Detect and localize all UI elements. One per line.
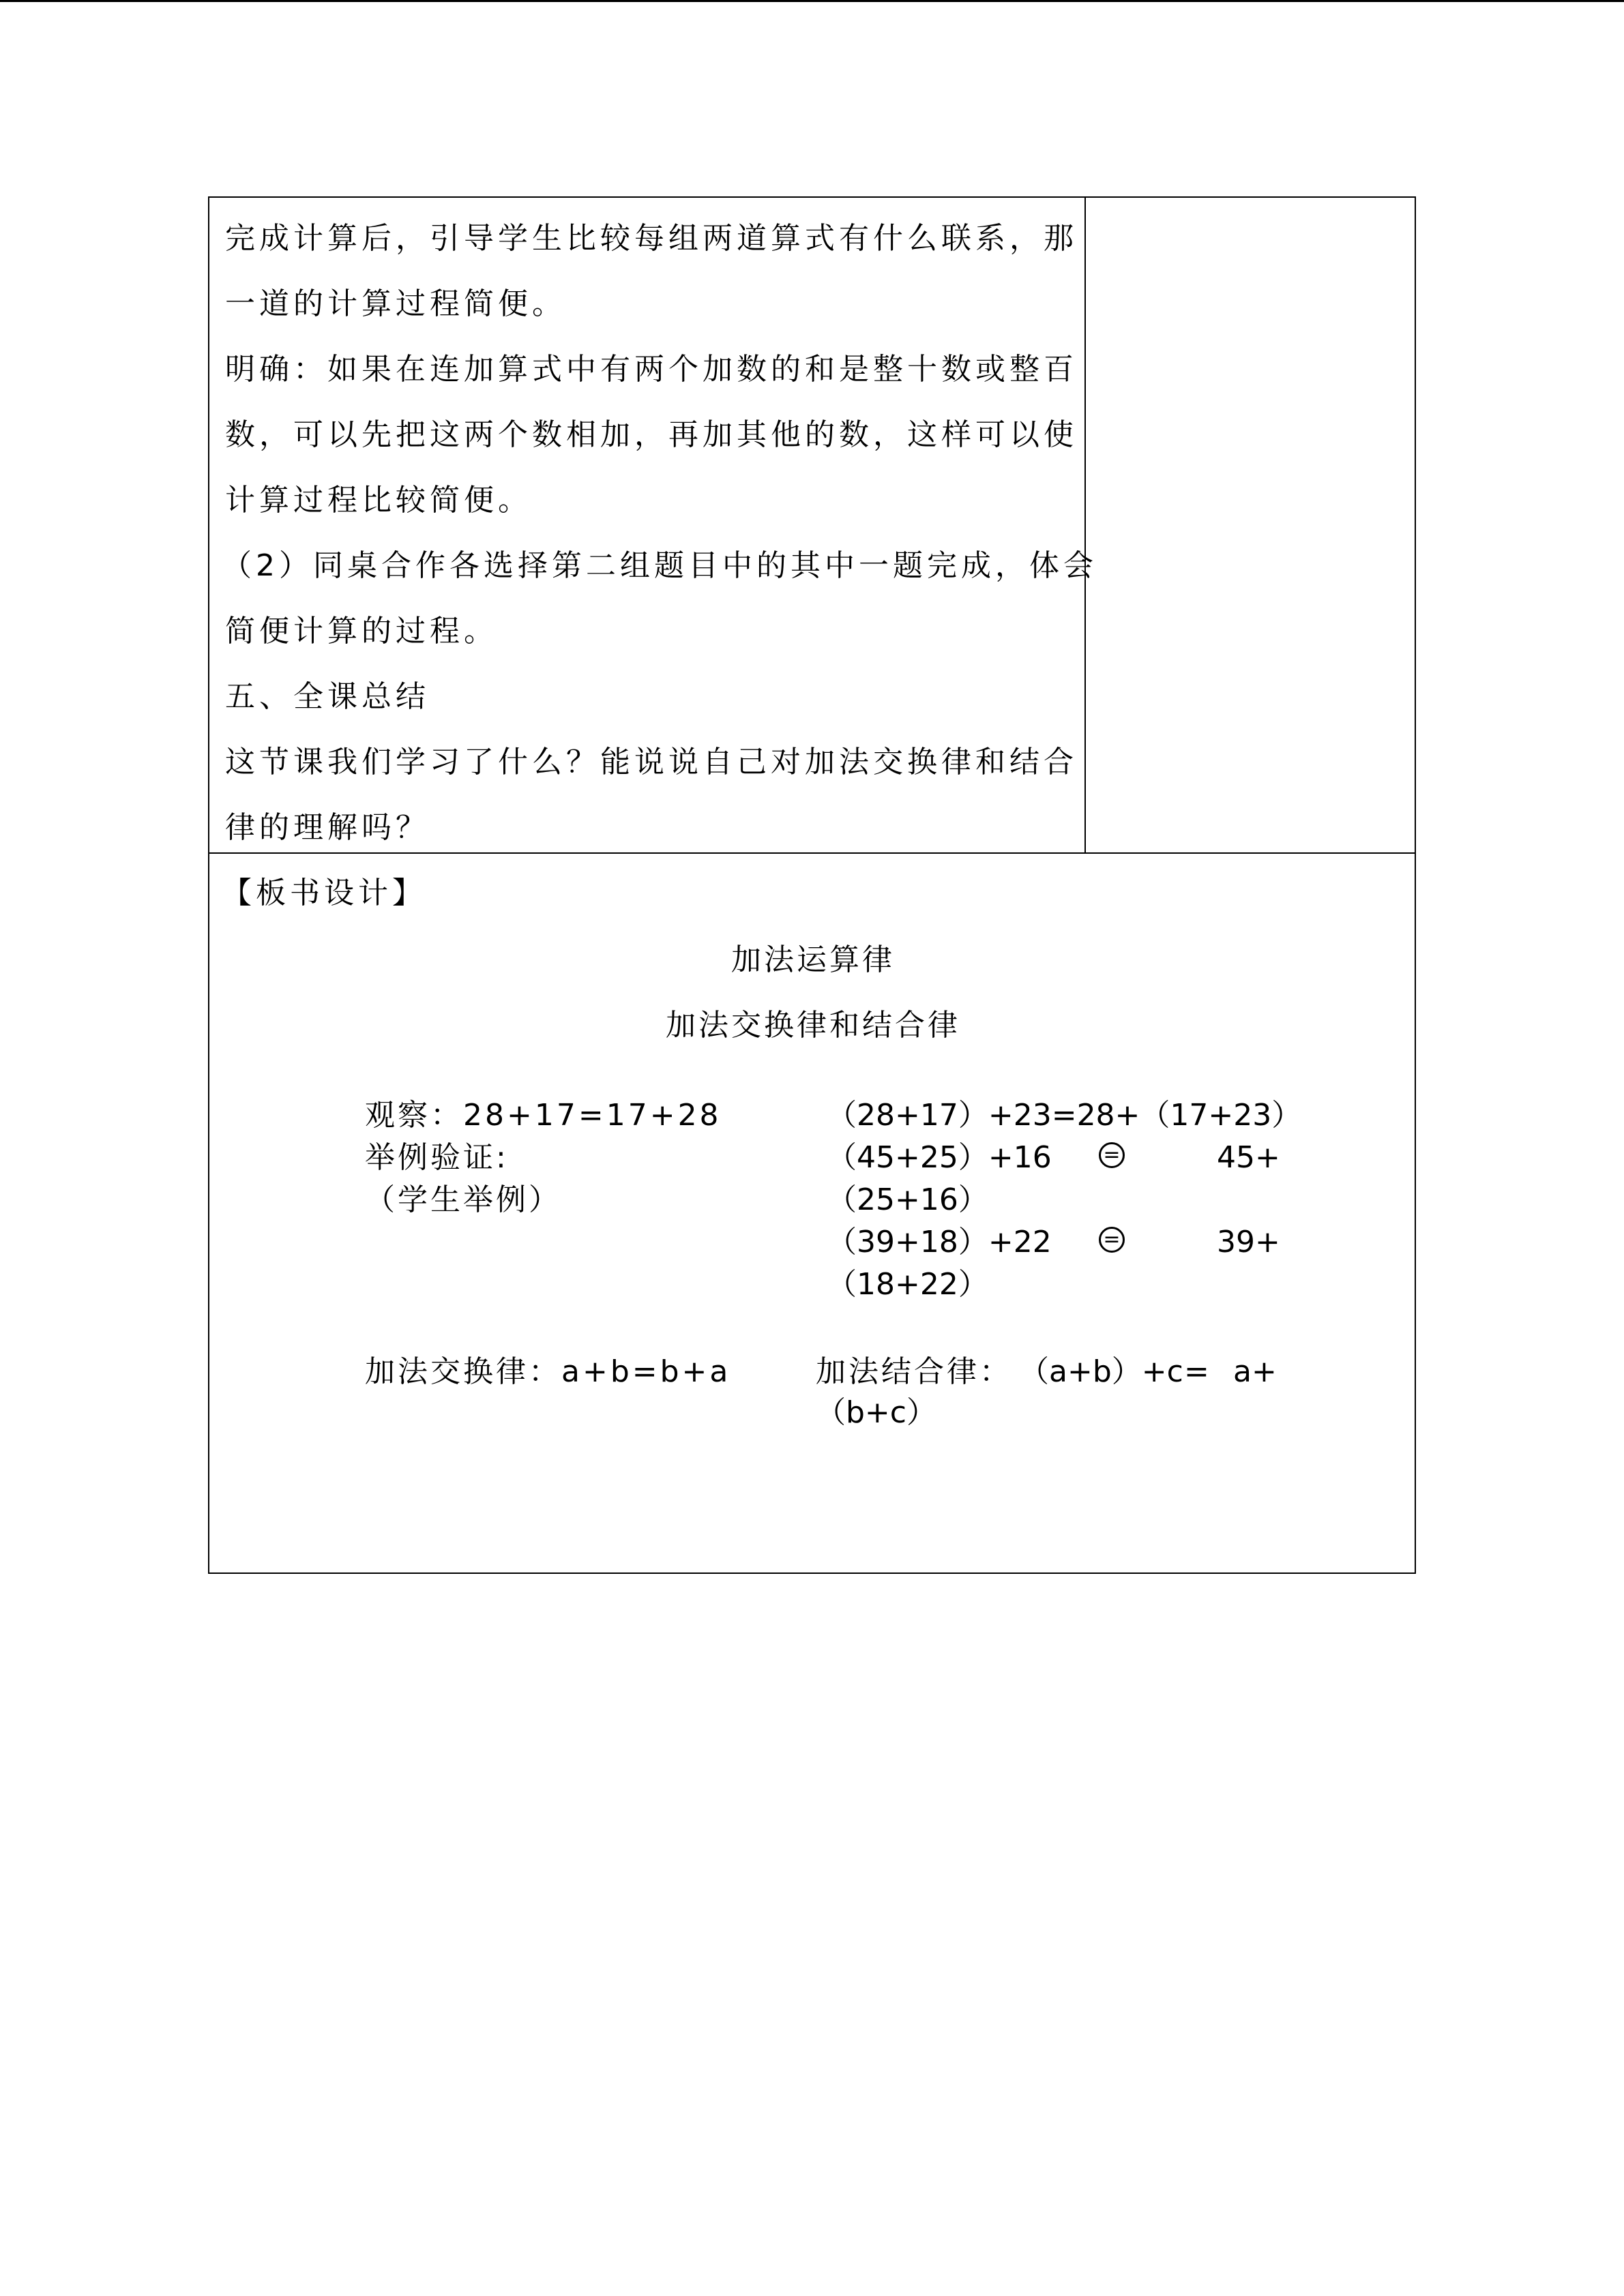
board-observe: 观察：28+17=17+28 [365, 1098, 722, 1133]
board-associative-law-continued: （b+c） [816, 1395, 936, 1430]
board-equation-2-right: 45+ [1217, 1140, 1280, 1175]
board-equation-2-continued: （25+16） [827, 1182, 988, 1217]
table-row-divider [208, 852, 1416, 854]
circled-equals-sign: = [1099, 1227, 1125, 1253]
upper-cell-line-5: 计算过程比较简便。 [225, 483, 532, 518]
upper-cell-line-7: 简便计算的过程。 [225, 614, 498, 648]
board-commutative-law: 加法交换律：a+b=b+a [365, 1354, 731, 1389]
upper-cell-line-3: 明确：如果在连加算式中有两个加数的和是整十数或整百 [225, 352, 1078, 387]
board-associative-law-rhs: a+ [1233, 1354, 1277, 1389]
upper-cell-line-6: （2）同桌合作各选择第二组题目中的其中一题完成，体会 [222, 548, 1097, 583]
board-associative-law-lhs: （a+b）+c [1019, 1354, 1183, 1389]
board-equation-3-right: 39+ [1217, 1225, 1280, 1259]
board-associative-law-label: 加法结合律： [816, 1354, 1012, 1389]
page-top-border [0, 0, 1624, 2]
upper-cell-line-1: 完成计算后，引导学生比较每组两道算式有什么联系，那 [225, 221, 1078, 256]
board-verify: 举例验证: [365, 1140, 509, 1175]
board-design-heading: 【板书设计】 [222, 876, 426, 910]
board-equation-2-left: （45+25）+16 [827, 1140, 1052, 1175]
board-equation-3-left: （39+18）+22 [827, 1225, 1052, 1259]
board-student-examples: （学生举例） [365, 1182, 561, 1217]
board-equation-3-continued: （18+22） [827, 1267, 988, 1302]
circled-equals-sign: = [1099, 1142, 1125, 1168]
upper-cell-line-9: 这节课我们学习了什么？能说说自己对加法交换律和结合 [225, 745, 1078, 779]
board-subtitle: 加法交换律和结合律 [666, 1008, 960, 1043]
table-column-divider [1084, 196, 1086, 854]
upper-cell-line-2: 一道的计算过程简便。 [225, 286, 566, 321]
board-title: 加法运算律 [731, 942, 895, 977]
board-equation-1: （28+17）+23=28+（17+23） [827, 1098, 1302, 1133]
board-associative-law-equals: = [1184, 1354, 1209, 1389]
section-heading-summary: 五、全课总结 [225, 679, 430, 714]
upper-cell-line-4: 数，可以先把这两个数相加，再加其他的数，这样可以使 [225, 417, 1078, 452]
upper-cell-line-10: 律的理解吗？ [225, 810, 430, 845]
